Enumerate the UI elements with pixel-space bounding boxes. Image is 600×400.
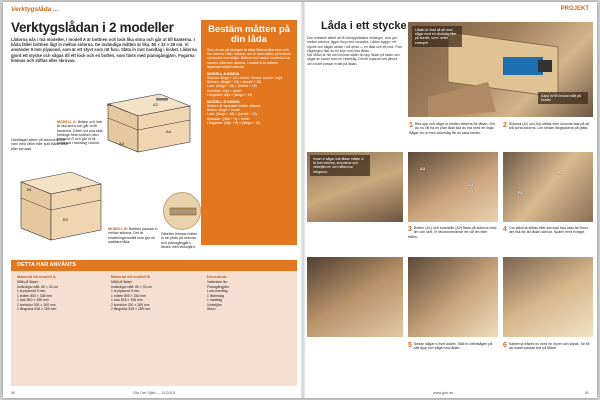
photo-step-4	[503, 152, 593, 222]
list-item: 1 lock 800 × 338 mm	[17, 298, 49, 302]
section-title: Låda i ett stycke	[321, 20, 407, 32]
photo-caption-2: Kapa av till önskat mått på bordet	[538, 92, 588, 104]
right-kicker: PROJEKT	[560, 6, 589, 12]
photo-plane	[307, 257, 403, 337]
lead-text: Lådorna nås i två modeller, I modell A är bottnen och lock lika stora och går ut till kanterna. I båda fäller bottnen lågt in mellan sidorna. De invändiga måtten är lika, 80 × 33 × 28 cm. Vi använder 9 mm plywood, som är ett styvt som rät furu. Släta in mot handtag i locket. Lådorna gjord ett stycke och sågas till ett lock och en botten, som fästs med pianogångjärn. Fogarna limmas och stiftas eller skruvas.	[11, 37, 197, 63]
part-label-a2: A2	[153, 102, 158, 107]
model-a-label: MODELL A:	[57, 120, 77, 124]
measure-line: Lock: (längd + 18) × (bredd + 18)	[207, 112, 257, 117]
step-2	[503, 122, 593, 131]
step-1	[409, 122, 499, 135]
intro-para-1: Den enklaste sättet att få verktygslådans rektangel, som gör mellan sidorna, ligger ihop med varandra. Lådan byggs i ett stycke och sågas sedan i två delar — en låda och ett lock. Före sågningen ritar du en linje runt hela lådan.	[307, 36, 403, 53]
saw-photo	[408, 22, 593, 117]
model-b-label: MODELL B:	[108, 227, 128, 231]
measure-line: Lock: (längd + 18) × (bredd + 18)	[207, 84, 257, 89]
measure-line: Kortsidor: höjd × bredd	[207, 88, 242, 93]
step-5	[408, 342, 498, 351]
col-a-title: Material till modell A	[17, 274, 56, 279]
step-3	[408, 226, 498, 239]
col-b-title: Material till modell B	[111, 274, 150, 279]
step-text: Botten (A1) och svanstån (A2) fästs på sidorna med lim och stift. Vi rekommenderar ett vitt lim eller trälim.	[408, 226, 497, 239]
photo-glue	[307, 152, 403, 222]
col-c-title: Dessutom:	[207, 274, 228, 279]
list-item: 1 låsbeslag	[207, 293, 225, 298]
photo-step-3	[408, 152, 498, 222]
step-text: Rita upp och såga ut mellan delarna för lådan. Om du nu vill ha en plan låda ska du rita med en linjal. Sågar du ut med cirkelsåg får du raka kanter.	[409, 122, 496, 135]
measure-line: Långsidor: höjd × (längd + 18)	[207, 92, 253, 97]
part-label-b3: B3	[63, 217, 68, 222]
measure-line: Bottnen: (längd + 18) × (bredd + 18)	[207, 80, 262, 85]
step-number: 1	[409, 122, 413, 129]
measure-line: Långsidor: (höjd + 9) × (längd + 18)	[207, 120, 261, 125]
list-item: 1 lock 818 × 348 mm	[111, 298, 143, 302]
list-item: Invändiga mått: 80 × 33 cm	[17, 284, 58, 289]
model-a-text: Botten och lock är lika stora och går ut till kanterna. Delen vid ena sida förlängs hela bottnen med plywood Ö och går ut till kanterna i handtag i locket.	[57, 120, 103, 146]
measure-line: Kortsidor: (höjd + 9) × bredd	[207, 116, 250, 121]
list-item: 1 botten 800 × 338 mm	[17, 293, 52, 298]
part-label-a4: A4	[166, 129, 171, 134]
part-label-a3: A3	[119, 141, 124, 146]
hinge-detail	[163, 192, 201, 230]
list-item: 1 botten 800 × 330 mm	[111, 293, 146, 298]
model-a-measure-text: Sidorna: längd + 18 × bredd. Gavlar: bredd × höjd.	[207, 76, 283, 81]
step-text: Sedan sågar vi bort locket. Ställ in cirkelsågen på rätt djup och såga runt lådan.	[413, 342, 493, 351]
model-a-drawing	[98, 84, 198, 162]
model-b-caption	[108, 227, 158, 244]
step-4	[503, 226, 593, 235]
part-label-b1: B1	[27, 187, 32, 192]
magazine-spread	[3, 2, 597, 398]
intro-para-2: När lådan är hel och limmad sätter du upp lådan på sidan och sågar av locket med en cirkelsåg. Då blir fogarna helt jämna och locket passar exakt på lådan.	[307, 53, 400, 66]
list-item: 1 st plywood 9 mm	[111, 289, 140, 293]
right-footer: www.gds.se	[433, 391, 454, 395]
list-item: Mått på lådan:	[17, 280, 39, 284]
step-number: 3	[408, 226, 412, 233]
step-6	[503, 342, 593, 351]
left-page-number: 90	[11, 391, 16, 395]
measure-title: Bestäm måtten på din låda	[208, 24, 290, 45]
photo-caption: Lådan är ritad så att man sågar med en sticksåg eller på bordet, som i detta exempel.	[412, 26, 462, 47]
tip-caption: Innan vi sågar isär lådan måste vi ta bort sidorna, skruvarna och vinkeljärnen och hålla kvar tvingarna.	[310, 155, 370, 176]
photo-label: B2	[518, 190, 524, 195]
measure-line: Botten: längd × bredd	[207, 108, 240, 113]
handle-caption: Handtaget sätter på sidorna till ett varv med vitlim eller spik Båda sidor eller skruvas.	[11, 138, 69, 151]
list-item: Invändiga mått: 80 × 33 cm	[111, 284, 152, 289]
photo-step-6	[503, 257, 593, 337]
step-text: Om sidorna stiftas eller skruvas fast utan lim finns det risk för att lådan skevar. Spänn med tvingar.	[508, 226, 588, 235]
materials-col-b	[111, 274, 199, 312]
page-title: Verktygslådan i 2 modeller	[11, 20, 174, 35]
materials-box	[11, 260, 297, 386]
list-item: 2 kortsidor 330 × 280 mm	[17, 302, 56, 307]
right-page-number: 91	[584, 391, 589, 395]
list-item: Pianogångjärn	[207, 284, 229, 289]
step-number: 2	[503, 122, 507, 129]
list-item: Vattenfast lim	[207, 280, 228, 284]
list-item: 2 långsidor 818 × 280 mm	[17, 307, 57, 311]
step-text: Sidorna (A3 och A4) stiftas eller skruvas fast på de två korta sidorna. Lim sedan långsidorna på plats.	[508, 122, 590, 131]
part-label-b2: B2	[77, 187, 82, 192]
list-item: Lock-handtag	[207, 289, 228, 293]
photo-label: A3	[420, 166, 426, 171]
materials-col-extra	[207, 274, 291, 312]
hinge-caption: Därefter limmas botten in sin plats på sidorna och pianogångjärn fästes med vinkeljärn.	[161, 232, 198, 249]
list-item: 2 kortsidor 330 × 289 mm	[111, 302, 150, 307]
photo-step-5	[408, 257, 498, 337]
photo-label: B1	[558, 170, 564, 175]
list-item: 1 handtag	[207, 298, 223, 302]
list-item: Skruv	[207, 307, 216, 311]
step-number: 4	[503, 226, 507, 233]
model-b-text: Bottnen passas in mellan sidorna. Det är ersättningsmodell som ger en stabilare låda.	[108, 227, 158, 244]
left-kicker: Verktygslåda ...	[11, 6, 59, 13]
model-b-heading: MODELL B INSIDA	[207, 100, 240, 105]
list-item: 1 st plywood 9 mm	[17, 289, 46, 293]
model-b-drawing	[13, 162, 113, 252]
list-item: Vinkeljärn	[207, 302, 222, 307]
spine-shadow	[300, 2, 306, 398]
hinge-icon	[164, 193, 201, 230]
list-item: Mått på lådan:	[111, 280, 133, 284]
materials-header: DETTA HAR ANVÄNTS	[11, 260, 297, 271]
model-a-heading: MODELL A INSIDA	[207, 72, 240, 77]
measure-intro: Som du ser på ritningen är båda lådorna lika stora och har samma mått i sidorna, det är bara måttet på bottnen och locket som skiljer. Bottnen och locket i modell A har samma mått som sidorna, i modell B är bottnen inpassad mellan sidorna.	[207, 48, 291, 69]
step-number: 5	[408, 342, 412, 349]
materials-col-a	[17, 274, 105, 312]
step-text: Kanterna fräses nu med en hyvel och slipas. Se till att locket passar bra på lådan.	[508, 342, 590, 351]
list-item: 2 långsidor 818 × 289 mm	[111, 307, 151, 311]
intro-text	[307, 36, 403, 66]
model-b-measure-text: Bottnen är inpassad mellan sidorna.	[207, 104, 262, 109]
left-footer: Gör Det Själv — 11/2015	[133, 391, 175, 395]
step-number: 6	[503, 342, 507, 349]
photo-label: A4	[468, 182, 474, 187]
measure-box	[201, 20, 297, 245]
part-label-a1: A1	[107, 102, 112, 107]
